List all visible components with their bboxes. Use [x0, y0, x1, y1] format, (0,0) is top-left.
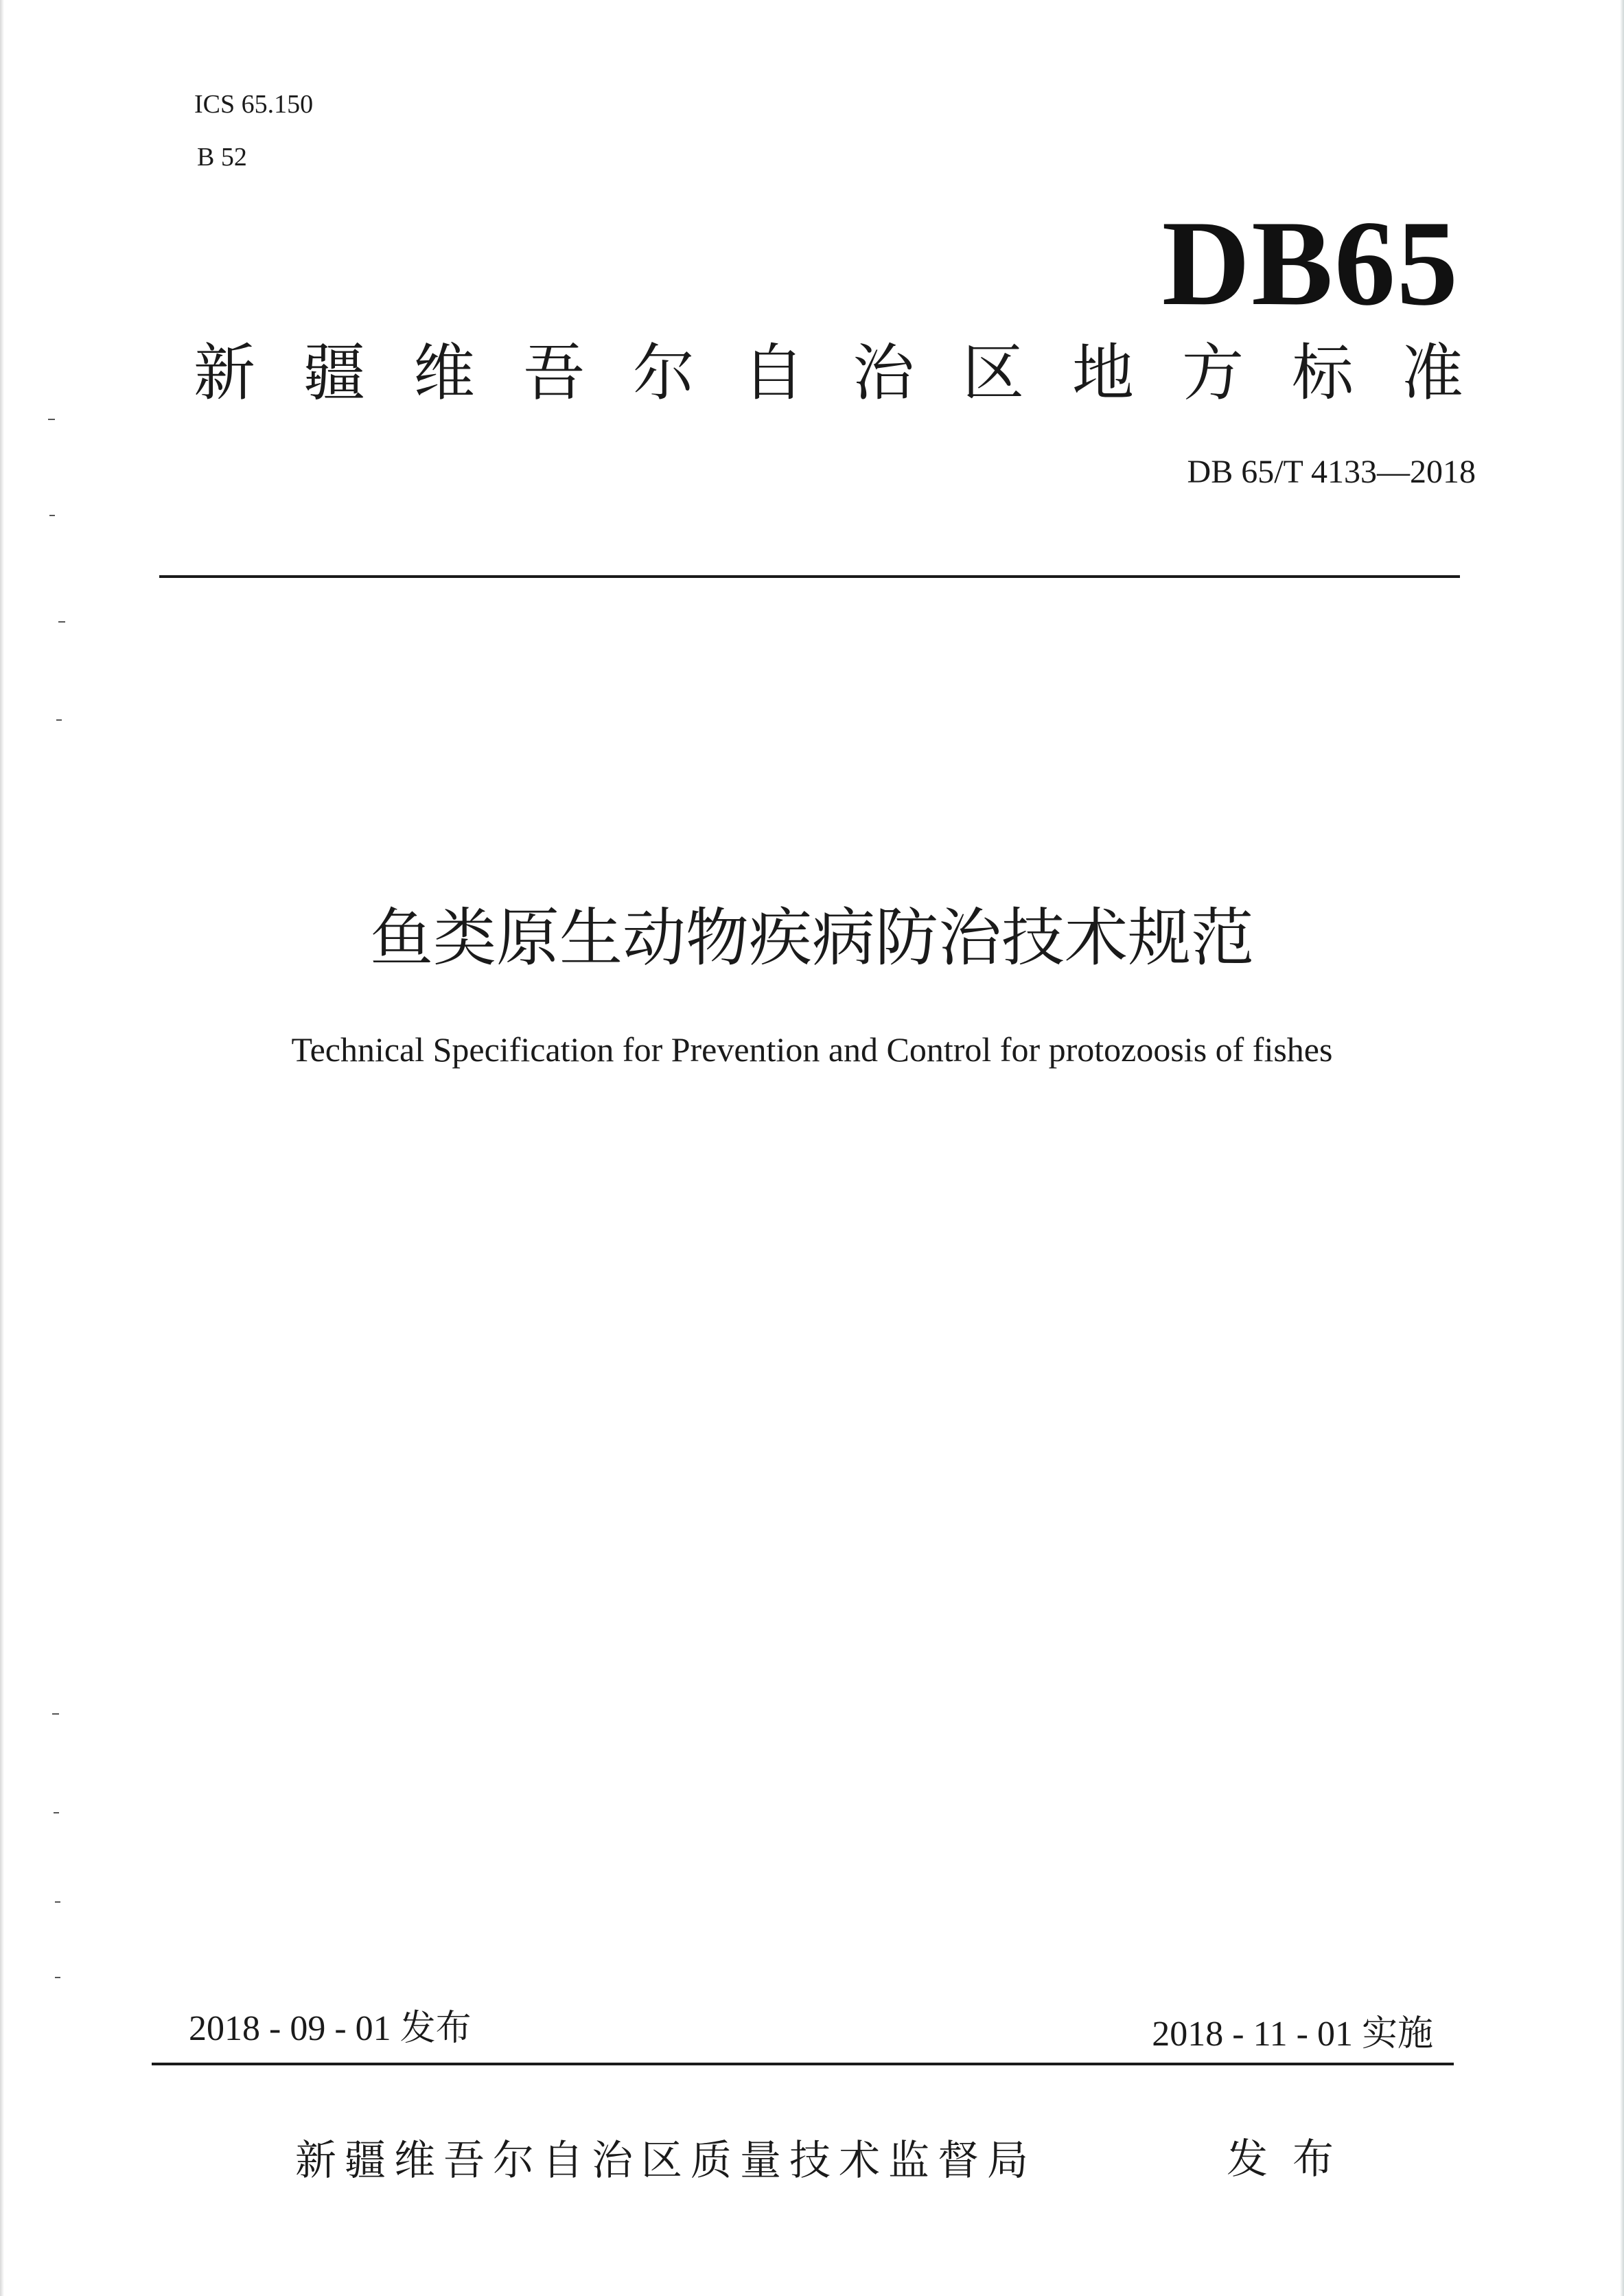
scan-mark	[49, 515, 55, 516]
scan-edge-right	[1620, 0, 1624, 2296]
scan-mark	[58, 621, 65, 623]
scan-mark	[56, 719, 62, 721]
classification-code: B 52	[197, 143, 247, 172]
implementation-date: 2018 - 11 - 01 实施	[1152, 2015, 1433, 2054]
issue-date: 2018 - 09 - 01 发布	[189, 2009, 472, 2048]
scan-edge-left	[0, 0, 4, 2296]
scan-mark	[55, 1901, 60, 1903]
issuing-authority: 新疆维吾尔自治区质量技术监督局	[295, 2137, 1036, 2185]
document-title-chinese: 鱼类原生动物疾病防治技术规范	[369, 901, 1254, 975]
scan-mark	[55, 1977, 60, 1978]
standard-logo: DB65	[1161, 195, 1459, 331]
scan-mark	[52, 1713, 59, 1715]
standard-number: DB 65/T 4133—2018	[1187, 454, 1476, 490]
document-title-english: Technical Specification for Prevention and Control for protozoosis of fishes	[291, 1030, 1333, 1069]
scan-mark	[48, 419, 55, 420]
footer-divider	[152, 2063, 1454, 2065]
scan-mark	[54, 1812, 59, 1813]
standard-type-heading: 新疆维吾尔自治区地方标准	[194, 337, 1511, 409]
issuing-action: 发布	[1227, 2135, 1358, 2183]
ics-code: ICS 65.150	[194, 90, 314, 119]
header-divider	[159, 575, 1460, 578]
